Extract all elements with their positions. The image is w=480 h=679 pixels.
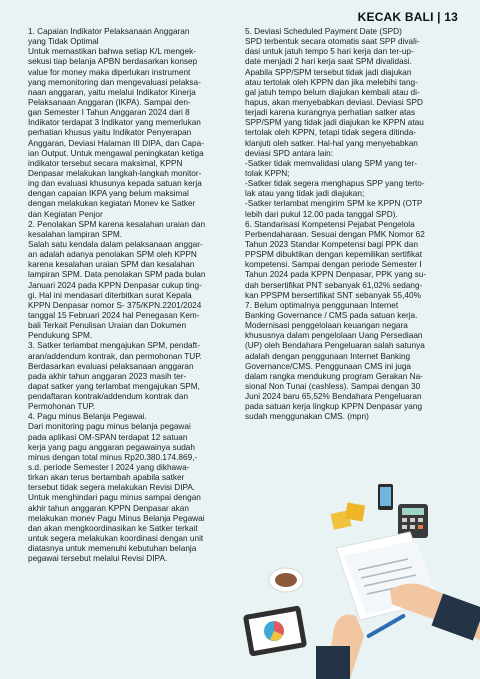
right-text-line: Apabila SPP/SPM tersebut tidak jadi diajukan <box>245 67 412 77</box>
right-text-line: (UP) oleh Bendahara Pengeluaran salah satunya <box>245 341 425 351</box>
right-text-line: Banking Governance / CMS pada satuan kerja. <box>245 310 418 320</box>
left-text-line: Anggaran, Deviasi Halaman III DIPA, dan Capa- <box>28 138 204 148</box>
left-text-line: Dari monitoring pagu minus belanja pegawai <box>28 422 191 432</box>
left-text-line: perhatian khusus yaitu Indikator Penyerapan <box>28 128 192 138</box>
left-text-line: Indikator terdapat 3 Indikator yang memerlukan <box>28 118 201 128</box>
left-text-line: tirkan akan terus bertambah apabila satker <box>28 473 185 483</box>
right-text-line: 5. Deviasi Scheduled Payment Date (SPD) <box>245 27 402 36</box>
right-text-line: hapus, akan menyebabkan deviasi. Deviasi SPD <box>245 97 423 107</box>
right-text-line: lak atau yang tidak jadi diajukan; <box>245 189 365 199</box>
left-text-line: Pelaksanaan Anggaran (IKPA). Sampai den- <box>28 97 191 107</box>
desk-illustration <box>240 470 480 679</box>
right-text-line: 7. Belum optimalnya penggunaan Internet <box>245 300 399 310</box>
left-text-line: Denpasar melakukan langkah-langkah monitor- <box>28 168 202 178</box>
right-text-line: lebih dari pukul 12.00 pada tanggal SPD). <box>245 209 398 219</box>
left-text-line: tanggal 15 Februari 2024 hal Penegasan Kem- <box>28 310 200 320</box>
page-header: KECAK BALI | 13 <box>357 10 458 24</box>
left-text-line: yang memonitoring dan mengevaluasi pelaksa- <box>28 77 201 87</box>
left-text-line: an adalah adanya penolakan SPM oleh KPPN <box>28 250 197 260</box>
right-text-line: adalah dengan penggunaan Internet Banking <box>245 351 411 361</box>
right-text-line: sional Non Tunai (cashless). Sampai dengan 30 <box>245 381 421 391</box>
right-text-line: pada satuan kerja lingkup KPPN Denpasar yang <box>245 402 423 412</box>
right-text-line: terjadi karena kurangnya perhatian satker atas <box>245 108 416 118</box>
right-text-line: atau tertolak oleh KPPN dan jika melebihi tang- <box>245 77 418 87</box>
left-text-line: melakukan monev Pagu Minus Belanja Pegawai <box>28 513 205 523</box>
left-text-line: 3. Satker terlambat mengajukan SPM, pendaft- <box>28 341 200 351</box>
left-text-line: pendaftaran kontrak/addendum kontrak dan <box>28 392 189 402</box>
right-text-line: dah bersertifikat PNT sebanyak 61,02% sedang- <box>245 280 423 290</box>
left-text-line: dengan melakukan kegiatan Monev ke Satker <box>28 199 196 209</box>
left-text-line: dengan capaian IKPA yang belum maksimal <box>28 189 189 199</box>
left-text-column <box>28 27 238 564</box>
left-text-line: Salah satu kendala dalam pelaksanaan anggar- <box>28 239 203 249</box>
left-text-line: Untuk memastikan bahwa setiap K/L mengek- <box>28 47 196 57</box>
right-text-line: Governance/CMS. Penggunaan CMS ini juga <box>245 361 412 371</box>
right-text-line: dasi untuk jatuh tempo 5 hari kerja dan ter-up- <box>245 47 414 57</box>
right-text-column <box>245 27 460 422</box>
left-text-line: lampiran SPM. Data penolakan SPM pada bulan <box>28 270 206 280</box>
left-text-line: pegawai tersebut melalui Revisi DIPA. <box>28 554 168 564</box>
left-text-line: karena kesalahan uraian SPM dan kesalahan <box>28 260 195 270</box>
left-text-line: pada aplikasi OM-SPAN terdapat 12 satuan <box>28 432 188 442</box>
left-text-line: 1. Capaian Indikator Pelaksanaan Anggaran <box>28 27 190 36</box>
left-text-line: akhir tahun anggaran KPPN Denpasar akan <box>28 503 189 513</box>
left-text-line: 4. Pagu minus Belanja Pegawai. <box>28 412 147 422</box>
left-text-line: Untuk menghindari pagu minus sampai dengan <box>28 493 201 503</box>
left-text-line: kesalahan lampiran SPM. <box>28 229 123 239</box>
right-text-line: -Satker tidak segera menghapus SPP yang terto- <box>245 179 425 189</box>
left-text-line: pada akhir tahun anggaran 2023 masih ter- <box>28 371 187 381</box>
left-text-line: tersebut tidak segera melakukan Revisi DIPA. <box>28 483 196 493</box>
left-text-line: kerja yang pagu anggaran pegawainya sudah <box>28 442 195 452</box>
right-text-line: PPSPM dibuktikan dengan kepemilikan sertifikat <box>245 250 423 260</box>
left-text-line: indikator tersebut secara maksimal, KPPN <box>28 158 183 168</box>
right-text-line: tertolak oleh KPPN, tetapi tidak segera ditinda- <box>245 128 417 138</box>
right-text-line: kan PPSPM bersertifikat SNT sebanyak 55,40% <box>245 290 421 300</box>
left-text-line: minus dengan total minus Rp20.380.174.869,- <box>28 452 198 462</box>
left-text-line: 2. Penolakan SPM karena kesalahan uraian dan <box>28 219 206 229</box>
right-text-line: SPD terbentuk secara otomatis saat SPP divali- <box>245 37 420 47</box>
phone-icon <box>378 484 393 510</box>
right-text-line: deviasi SPD antara lain: <box>245 148 334 158</box>
left-text-line: ing dan evaluasi khusunya kepada satuan kerja <box>28 179 202 189</box>
right-text-line: gal jatuh tempo belum diajukan kembali atau di- <box>245 87 420 97</box>
right-text-line: -Satker terlambat mengirim SPM ke KPPN (OTP <box>245 199 423 209</box>
calculator-icon <box>398 504 428 538</box>
left-text-line: value for money maka diperlukan instrument <box>28 67 191 77</box>
left-text-line: Permohonan TUP. <box>28 402 96 412</box>
right-text-line: SPP/SPM yang tidak jadi diajukan ke KPPN atau <box>245 118 424 128</box>
left-text-line: Pendukung SPM. <box>28 331 93 341</box>
left-text-line: ian Output. Untuk mengawal peningkatan ketiga <box>28 148 204 158</box>
right-text-line: sudah menggunakan CMS. (mpn) <box>245 412 369 422</box>
left-text-line: dan akan mengkoordinasikan ke Satker terkait <box>28 523 198 533</box>
left-text-line: yang Tidak Optimal <box>28 37 99 47</box>
left-text-line: dan Kegiatan Penjor <box>28 209 103 219</box>
right-text-line: khususnya dalam pengelolaan Uang Persediaan <box>245 331 423 341</box>
right-text-line: -Satker tidak memvalidasi ulang SPM yang ter- <box>245 158 417 168</box>
left-text-line: dapat satker yang terlambat mengajukan SPM, <box>28 381 200 391</box>
left-text-line: sekusi tiap belanja APBN berdasarkan konsep <box>28 57 198 67</box>
right-text-line: tolak KPPN; <box>245 168 290 178</box>
right-text-line: Perbendaharaan. Sesuai dengan PMK Nomor 62 <box>245 229 425 239</box>
right-text-line: kompetensi. Sampai dengan periode Semester I <box>245 260 422 270</box>
left-text-line: Berdasarkan evaluasi pelaksanaan anggaran <box>28 361 194 371</box>
left-text-line: untuk segera melakukan koordinasi dengan unit <box>28 534 204 544</box>
right-text-line: Tahun 2024 pada KPPN Denpasar, PPK yang su- <box>245 270 427 280</box>
right-text-line: Juni 2024 baru 65,52% Bendahara Pengeluaran <box>245 392 422 402</box>
right-text-line: date menjadi 2 hari kerja saat SPM divalidasi. <box>245 57 412 67</box>
left-text-line: gan Semester I Tahun Anggaran 2024 dari 8 <box>28 108 190 118</box>
coffee-cup-icon <box>269 568 303 592</box>
left-text-line: gi. Hal ini mendasari diterbitkan surat Kepala <box>28 290 192 300</box>
left-text-line: Januari 2024 pada KPPN Denpasar cukup ting- <box>28 280 202 290</box>
left-text-line: bali Terkait Penulisan Uraian dan Dokumen <box>28 321 187 331</box>
left-text-line: s.d. periode Semester I 2024 yang dikhawa- <box>28 463 190 473</box>
right-text-line: 6. Standarisasi Kompetensi Pejabat Pengelola <box>245 219 415 229</box>
left-text-line: aran/addendum kontrak, dan permohonan TUP. <box>28 351 202 361</box>
left-text-line: diatasnya untuk memenuhi kebutuhan belanja <box>28 544 197 554</box>
right-text-line: dalam rangka mendukung program Gerakan Na- <box>245 371 423 381</box>
left-text-line: KPPN Denpasar nomor S- 375/KPN.2201/2024 <box>28 300 202 310</box>
left-text-line: naan anggaran, yaitu melalui Indikator Kinerja <box>28 87 196 97</box>
right-text-line: Modernisasi penggelolaan keuangan negara <box>245 321 408 331</box>
right-text-line: klanjuti oleh satker. Hal-hal yang menyebabkan <box>245 138 418 148</box>
right-text-line: Tahun 2023 Standar Kompetensi bagi PPK dan <box>245 239 418 249</box>
